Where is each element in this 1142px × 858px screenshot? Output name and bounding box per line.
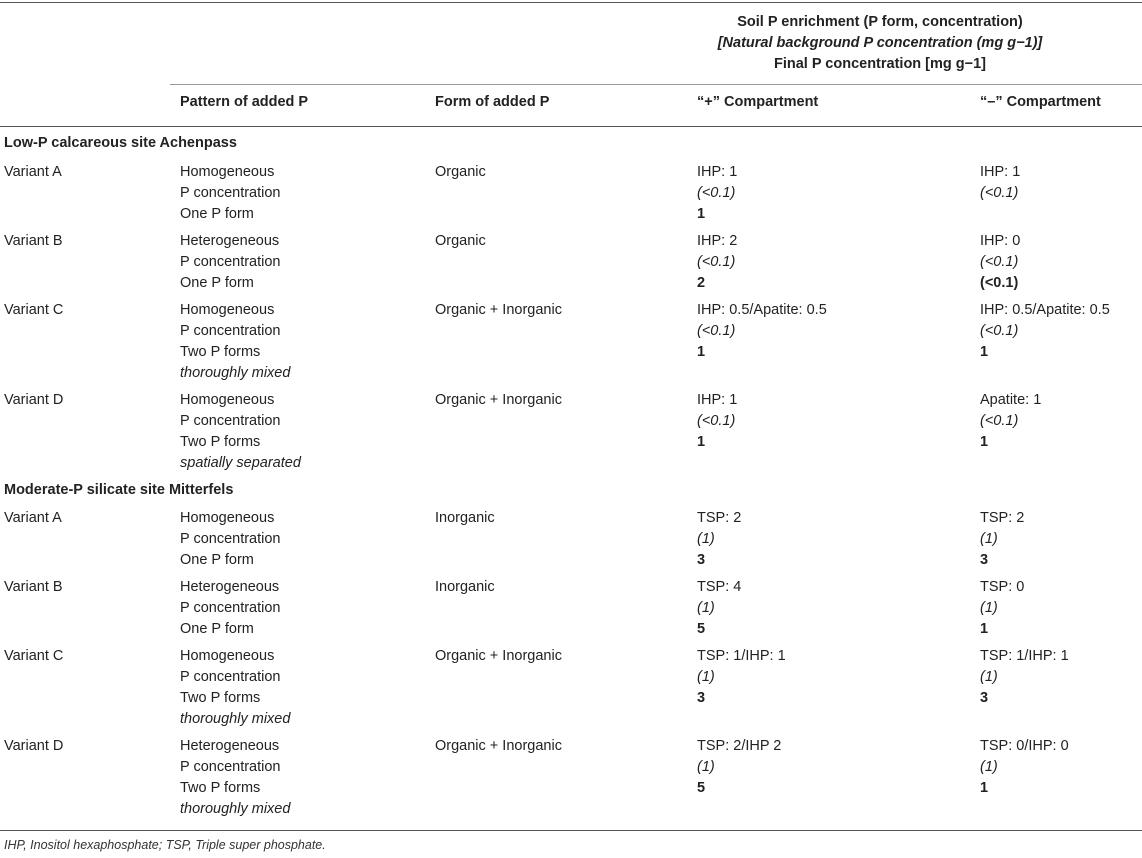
col-header-form: Form of added P: [435, 94, 550, 110]
minus-concentration: IHP: 1: [980, 164, 1021, 180]
variant-label: Variant B: [4, 233, 63, 249]
pattern-line: Heterogeneous: [180, 233, 280, 249]
plus-concentration: IHP: 1: [697, 164, 738, 180]
plus-cell: [697, 300, 827, 363]
minus-background: (1): [980, 759, 998, 775]
minus-final: 1: [980, 434, 989, 450]
plus-cell: [697, 577, 741, 640]
pattern-note: thoroughly mixed: [180, 711, 291, 727]
plus-final: 1: [697, 344, 706, 360]
pattern-line: Two P forms: [180, 780, 261, 796]
plus-cell: [697, 390, 737, 453]
form-cell: [435, 231, 486, 252]
pattern-line: Heterogeneous: [180, 738, 280, 754]
plus-concentration: TSP: 4: [697, 579, 742, 595]
pattern-line: One P form: [180, 621, 254, 637]
header-sub-rule: [170, 84, 1142, 85]
minus-final: 1: [980, 344, 989, 360]
form-value: Organic + Inorganic: [435, 302, 562, 318]
section-title: Moderate-P silicate site Mitterfels: [4, 482, 234, 498]
minus-cell: [980, 508, 1024, 571]
minus-background: (1): [980, 600, 998, 616]
top-rule: [0, 2, 1142, 3]
group-header: [660, 12, 1100, 75]
plus-final: 3: [697, 690, 706, 706]
pattern-cell: [180, 646, 290, 730]
variant-name: [4, 508, 62, 529]
variant-name: [4, 646, 63, 667]
minus-cell: [980, 577, 1024, 640]
pattern-line: P concentration: [180, 413, 281, 429]
minus-concentration: TSP: 0: [980, 579, 1025, 595]
plus-cell: [697, 508, 741, 571]
minus-final: 1: [980, 621, 989, 637]
pattern-cell: [180, 736, 290, 820]
pattern-note: spatially separated: [180, 455, 301, 471]
plus-background: (<0.1): [697, 254, 736, 270]
pattern-cell: [180, 162, 281, 225]
minus-cell: [980, 390, 1041, 453]
form-cell: [435, 508, 495, 529]
pattern-line: One P form: [180, 206, 254, 222]
pattern-line: Homogeneous: [180, 510, 275, 526]
minus-concentration: TSP: 2: [980, 510, 1025, 526]
minus-concentration: Apatite: 1: [980, 392, 1042, 408]
form-value: Organic + Inorganic: [435, 648, 562, 664]
variant-label: Variant C: [4, 648, 64, 664]
minus-background: (<0.1): [980, 413, 1019, 429]
plus-background: (1): [697, 669, 715, 685]
minus-concentration: IHP: 0: [980, 233, 1021, 249]
minus-cell: [980, 646, 1069, 709]
plus-concentration: TSP: 2: [697, 510, 742, 526]
col-header-minus: “–” Compartment: [980, 94, 1101, 110]
plus-background: (1): [697, 531, 715, 547]
plus-final: 5: [697, 780, 706, 796]
form-value: Organic + Inorganic: [435, 738, 562, 754]
variant-name: [4, 577, 63, 598]
minus-background: (1): [980, 669, 998, 685]
variant-name: [4, 300, 63, 321]
pattern-note: thoroughly mixed: [180, 365, 291, 381]
pattern-line: Homogeneous: [180, 164, 275, 180]
plus-background: (1): [697, 600, 715, 616]
pattern-line: P concentration: [180, 531, 281, 547]
pattern-line: Two P forms: [180, 434, 261, 450]
group-title: Soil P enrichment (P form, concentration): [737, 14, 1023, 30]
minus-cell: [980, 162, 1020, 204]
minus-background: (<0.1): [980, 254, 1019, 270]
variant-label: Variant B: [4, 579, 63, 595]
plus-final: 1: [697, 434, 706, 450]
pattern-line: Homogeneous: [180, 302, 275, 318]
plus-cell: [697, 646, 786, 709]
plus-background: (1): [697, 759, 715, 775]
minus-cell: [980, 300, 1110, 363]
minus-background: (<0.1): [980, 323, 1019, 339]
plus-concentration: IHP: 1: [697, 392, 738, 408]
plus-final: 3: [697, 552, 706, 568]
group-final: Final P concentration [mg g−1]: [773, 56, 987, 72]
minus-concentration: TSP: 1/IHP: 1: [980, 648, 1069, 664]
group-subtitle: [Natural background P concentration (mg g−1)]: [717, 35, 1043, 51]
pattern-line: One P form: [180, 275, 254, 291]
pattern-note: thoroughly mixed: [180, 801, 291, 817]
minus-final: 3: [980, 690, 989, 706]
plus-concentration: TSP: 2/IHP 2: [697, 738, 782, 754]
pattern-line: Homogeneous: [180, 392, 275, 408]
footnote: IHP, Inositol hexaphosphate; TSP, Triple super phosphate.: [4, 838, 326, 852]
minus-concentration: IHP: 0.5/Apatite: 0.5: [980, 302, 1110, 318]
pattern-line: P concentration: [180, 185, 281, 201]
pattern-line: Homogeneous: [180, 648, 275, 664]
pattern-line: Two P forms: [180, 690, 261, 706]
pattern-line: One P form: [180, 552, 254, 568]
form-value: Inorganic: [435, 510, 495, 526]
plus-final: 2: [697, 275, 706, 291]
pattern-cell: [180, 300, 290, 384]
variant-name: [4, 231, 63, 252]
pattern-line: P concentration: [180, 669, 281, 685]
form-cell: [435, 390, 562, 411]
header-bottom-rule: [0, 126, 1142, 127]
section-title: Low-P calcareous site Achenpass: [4, 135, 237, 151]
form-value: Organic + Inorganic: [435, 392, 562, 408]
minus-cell: [980, 736, 1069, 799]
minus-final: 3: [980, 552, 989, 568]
plus-concentration: TSP: 1/IHP: 1: [697, 648, 786, 664]
variant-label: Variant D: [4, 392, 64, 408]
pattern-cell: [180, 231, 281, 294]
form-cell: [435, 736, 562, 757]
plus-cell: [697, 162, 737, 225]
pattern-line: Two P forms: [180, 344, 261, 360]
pattern-cell: [180, 508, 281, 571]
variant-label: Variant C: [4, 302, 64, 318]
plus-background: (<0.1): [697, 413, 736, 429]
bottom-rule: [0, 830, 1142, 831]
variant-label: Variant A: [4, 510, 62, 526]
minus-cell: [980, 231, 1020, 294]
pattern-cell: [180, 577, 281, 640]
col-header-plus: “+” Compartment: [697, 94, 819, 110]
minus-background: (<0.1): [980, 185, 1019, 201]
plus-cell: [697, 736, 781, 799]
variant-name: [4, 162, 62, 183]
minus-concentration: TSP: 0/IHP: 0: [980, 738, 1069, 754]
pattern-cell: [180, 390, 301, 474]
col-header-pattern: Pattern of added P: [180, 94, 309, 110]
minus-final: 1: [980, 780, 989, 796]
plus-final: 1: [697, 206, 706, 222]
form-cell: [435, 646, 562, 667]
form-cell: [435, 162, 486, 183]
form-cell: [435, 577, 495, 598]
form-value: Inorganic: [435, 579, 495, 595]
variant-label: Variant A: [4, 164, 62, 180]
plus-cell: [697, 231, 737, 294]
minus-background: (1): [980, 531, 998, 547]
plus-concentration: IHP: 2: [697, 233, 738, 249]
plus-concentration: IHP: 0.5/Apatite: 0.5: [697, 302, 827, 318]
plus-final: 5: [697, 621, 706, 637]
plus-background: (<0.1): [697, 323, 736, 339]
form-cell: [435, 300, 562, 321]
variant-name: [4, 736, 63, 757]
variant-name: [4, 390, 63, 411]
pattern-line: P concentration: [180, 759, 281, 775]
plus-background: (<0.1): [697, 185, 736, 201]
variant-label: Variant D: [4, 738, 64, 754]
form-value: Organic: [435, 233, 486, 249]
pattern-line: Heterogeneous: [180, 579, 280, 595]
pattern-line: P concentration: [180, 600, 281, 616]
pattern-line: P concentration: [180, 254, 281, 270]
pattern-line: P concentration: [180, 323, 281, 339]
form-value: Organic: [435, 164, 486, 180]
minus-final: (<0.1): [980, 275, 1019, 291]
